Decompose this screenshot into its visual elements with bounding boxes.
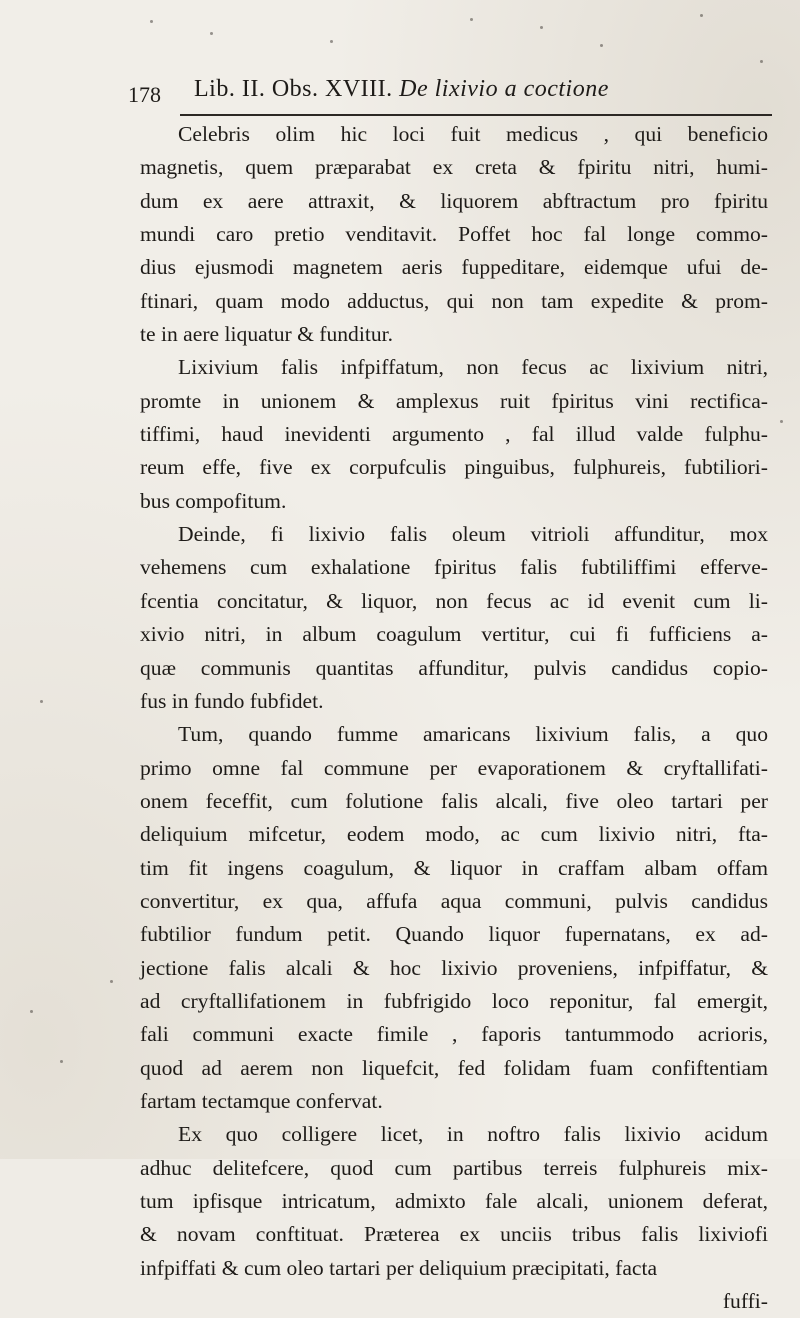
text-line: ad cryftallifationem in fubfrigido loco reponitur, fal emergit,	[140, 988, 768, 1013]
text-line: jectione falis alcali & hoc lixivio proveniens, infpiffatur, &	[140, 955, 768, 980]
text-line: adhuc delitefcere, quod cum partibus terreis fulphureis mix-	[140, 1155, 768, 1180]
text-line: Deinde, fi lixivio falis oleum vitrioli affunditur, mox	[178, 522, 768, 547]
text-line: magnetis, quem præparabat ex creta & fpiritu nitri, humi-	[140, 155, 768, 180]
text-line: fali communi exacte fimile , faporis tantummodo acrioris,	[140, 1022, 768, 1047]
text-line: quæ communis quantitas affunditur, pulvis candidus copio-	[140, 655, 768, 680]
text-line: dum ex aere attraxit, & liquorem abftractum pro fpiritu	[140, 188, 768, 213]
running-header	[128, 76, 768, 116]
text-line: primo omne fal commune per evaporationem & cryftallifati-	[140, 755, 768, 780]
text-line: convertitur, ex qua, affufa aqua communi, pulvis candidus	[140, 888, 768, 913]
text-line: bus compofitum.	[140, 488, 287, 513]
body-text	[140, 118, 768, 1318]
running-head-label: Lib. II. Obs. XVIII.	[194, 76, 393, 102]
page-number: 178	[128, 82, 161, 107]
running-head	[194, 76, 609, 103]
text-line: tiffimi, haud inevidenti argumento , fal illud valde fulphu-	[140, 422, 768, 447]
text-line: fartam tectamque confervat.	[140, 1088, 383, 1113]
text-line: ftinari, quam modo adductus, qui non tam expedite & prom-	[140, 288, 768, 313]
text-line: Tum, quando fumme amaricans lixivium falis, a quo	[178, 722, 768, 747]
text-line: dius ejusmodi magnetem aeris fuppeditare, eidemque ufui de-	[140, 255, 768, 280]
text-line: promte in unionem & amplexus ruit fpiritus vini rectifica-	[140, 388, 768, 413]
running-title: De lixivio a coctione	[399, 76, 609, 102]
text-line: xivio nitri, in album coagulum vertitur, cui fi fufficiens a-	[140, 622, 768, 647]
text-line: fus in fundo fubfidet.	[140, 688, 324, 713]
text-line: & novam conftituat. Præterea ex unciis tribus falis lixiviofi	[140, 1222, 768, 1247]
text-line: deliquium mifcetur, eodem modo, ac cum lixivio nitri, fta-	[140, 822, 768, 847]
text-line: vehemens cum exhalatione fpiritus falis fubtiliffimi efferve-	[140, 555, 768, 580]
text-line: fcentia concitatur, & liquor, non fecus ac id evenit cum li-	[140, 588, 768, 613]
text-line: infpiffati & cum oleo tartari per deliquium præcipitati, facta	[140, 1255, 658, 1280]
text-line: reum effe, five ex corpufculis pinguibus, fulphureis, fubtiliori-	[140, 455, 768, 480]
header-rule	[180, 114, 772, 116]
catchword: fuffi-	[722, 1289, 768, 1314]
text-line: onem feceffit, cum folutione falis alcali, five oleo tartari per	[140, 788, 768, 813]
text-line: Celebris olim hic loci fuit medicus , qui beneficio	[178, 122, 768, 146]
text-line: te in aere liquatur & funditur.	[140, 322, 394, 347]
text-line: fubtilior fundum petit. Quando liquor fupernatans, ex ad-	[140, 922, 768, 947]
text-line: tum ipfisque intricatum, admixto fale alcali, unionem deferat,	[140, 1189, 768, 1213]
text-line: mundi caro pretio venditavit. Poffet hoc fal longe commo-	[140, 222, 768, 247]
text-line: Lixivium falis infpiffatum, non fecus ac lixivium nitri,	[178, 355, 768, 380]
text-line: quod ad aerem non liquefcit, fed folidam fuam confiftentiam	[140, 1055, 768, 1080]
text-line: tim fit ingens coagulum, & liquor in craffam albam offam	[140, 855, 768, 880]
text-line: Ex quo colligere licet, in noftro falis lixivio acidum	[178, 1122, 768, 1147]
